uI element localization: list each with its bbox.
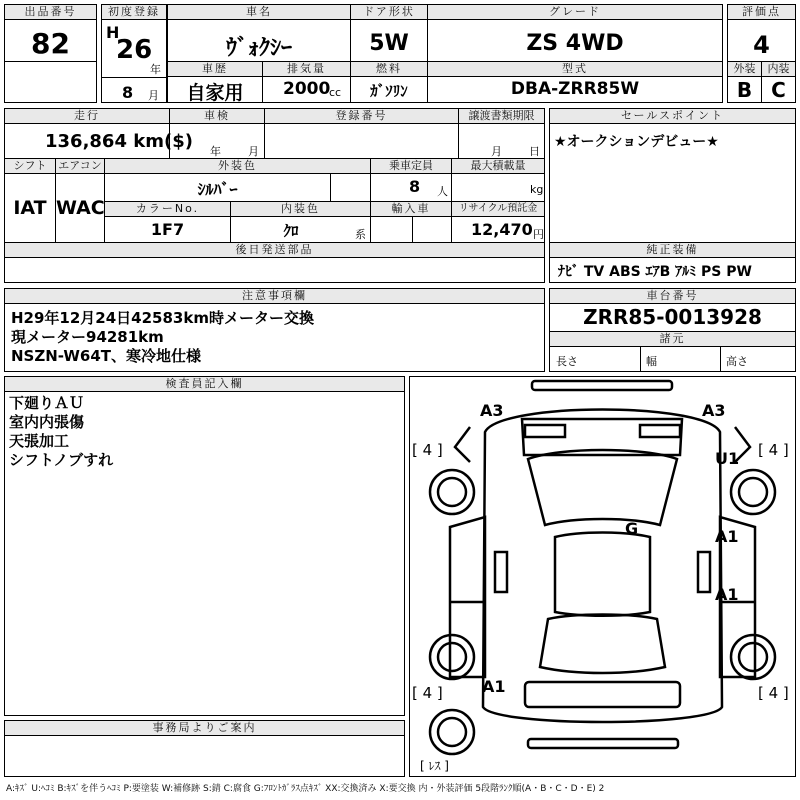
int-grade-box bbox=[761, 61, 796, 103]
inspector-box bbox=[4, 376, 405, 716]
ext-color-label: 外装色 bbox=[105, 159, 370, 173]
fuel: ｶﾞｿﾘﾝ bbox=[370, 82, 408, 100]
door-box bbox=[350, 4, 428, 62]
notes-label: 注意事項欄 bbox=[5, 289, 544, 303]
inspection-month-unit: 月 bbox=[248, 145, 259, 158]
history-box bbox=[167, 61, 263, 103]
capacity: 8 bbox=[409, 177, 421, 196]
inspector-line-2: 室内内張傷 bbox=[9, 413, 85, 431]
tire-front-left: [ 4 ] bbox=[412, 441, 443, 459]
grade: ZS 4WD bbox=[526, 31, 624, 56]
dims-label: 諸元 bbox=[550, 332, 795, 346]
year-unit: 年 bbox=[150, 63, 161, 76]
width-label: 幅 bbox=[646, 355, 657, 368]
ext-grade: B bbox=[736, 78, 753, 102]
sales-point-label: セールスポイント bbox=[550, 109, 795, 123]
car-name-label: 車名 bbox=[168, 5, 350, 19]
color-no: 1F7 bbox=[150, 220, 185, 239]
model-label: 型式 bbox=[428, 62, 722, 76]
ac: WAC bbox=[56, 197, 105, 219]
score: 4 bbox=[753, 31, 770, 59]
recycle-deposit: 12,470 bbox=[471, 220, 533, 239]
mileage-label: 走行 bbox=[5, 109, 169, 123]
chassis-box bbox=[549, 288, 796, 372]
transfer-day-unit: 日 bbox=[529, 145, 540, 158]
capacity-label: 乗車定員 bbox=[371, 159, 451, 173]
genuine-equipment-label: 純正装備 bbox=[550, 243, 795, 257]
capacity-unit: 人 bbox=[437, 185, 448, 198]
history-label: 車歴 bbox=[168, 62, 262, 76]
later-parts-label: 後日発送部品 bbox=[5, 243, 544, 257]
month-unit: 月 bbox=[148, 89, 159, 102]
first-registration-box bbox=[101, 4, 167, 103]
chassis-label: 車台番号 bbox=[550, 289, 795, 303]
tire-rear-left: [ 4 ] bbox=[412, 684, 443, 702]
inspector-line-1: 下廻りＡＵ bbox=[9, 394, 85, 412]
car-outline-icon bbox=[410, 377, 795, 776]
int-color-unit: 系 bbox=[355, 228, 366, 241]
door-type: 5W bbox=[369, 31, 409, 56]
inspection-label: 車検 bbox=[170, 109, 264, 123]
recycle-label: リサイクル預託金 bbox=[452, 202, 544, 216]
transfer-label: 譲渡書類期限 bbox=[459, 109, 544, 123]
import-label: 輸入車 bbox=[371, 202, 451, 216]
lot-number-box bbox=[4, 4, 97, 103]
note-line-3: NSZN-W64T、寒冷地仕様 bbox=[11, 347, 201, 365]
length-label: 長さ bbox=[556, 355, 578, 368]
fuel-box bbox=[350, 61, 428, 103]
car-name: ｳﾞｫｸｼｰ bbox=[225, 36, 292, 61]
notes-box bbox=[4, 288, 545, 372]
score-label: 評価点 bbox=[728, 5, 795, 19]
damage-mark-g: G bbox=[625, 519, 639, 538]
history: 自家用 bbox=[186, 82, 244, 104]
registration-year: 26 bbox=[116, 35, 153, 65]
shift-label: シフト bbox=[5, 159, 55, 173]
car-diagram bbox=[409, 376, 796, 777]
reg-no-label: 登録番号 bbox=[265, 109, 458, 123]
sales-point-box bbox=[549, 108, 796, 283]
lot-number-label: 出品番号 bbox=[5, 5, 96, 19]
damage-mark-a3-right: A3 bbox=[702, 401, 726, 420]
int-grade-label: 内装 bbox=[762, 62, 795, 76]
legend: A:ｷｽﾞ U:ﾍｺﾐ B:ｷｽﾞを伴うﾍｺﾐ P:要塗装 W:補修跡 S:錆 C:腐食 G:ﾌﾛﾝﾄｶﾞﾗｽ点ｷｽﾞ XX:交換済み X:要交換 内・外装評価 5段階ﾗﾝｸ順(A・B・C・D・E) 2 bbox=[6, 784, 605, 794]
sales-point: ★オークションデビュー★ bbox=[554, 134, 719, 150]
displacement-unit: cc bbox=[329, 86, 342, 99]
tire-rear-right: [ 4 ] bbox=[758, 684, 789, 702]
note-line-1: H29年12月24日42583km時メーター交換 bbox=[11, 309, 314, 327]
tire-spare: [ ﾚｽ ] bbox=[420, 759, 449, 773]
shift: IAT bbox=[13, 197, 47, 219]
damage-mark-u1: U1 bbox=[715, 449, 740, 468]
displacement: 2000 bbox=[283, 79, 331, 99]
note-line-2: 現メーター94281km bbox=[11, 328, 164, 346]
genuine-equipment: ﾅﾋﾞ TV ABS ｴｱB ｱﾙﾐ PS PW bbox=[558, 264, 752, 280]
fuel-label: 燃料 bbox=[351, 62, 427, 76]
damage-mark-a1-right-bottom: A1 bbox=[715, 585, 739, 604]
displacement-label: 排気量 bbox=[263, 62, 350, 76]
grade-label: グレード bbox=[428, 5, 722, 19]
office-box bbox=[4, 720, 405, 777]
first-registration-label: 初度登録 bbox=[102, 5, 166, 19]
ext-color: ｼﾙﾊﾞｰ bbox=[197, 180, 238, 199]
damage-mark-a3-left: A3 bbox=[480, 401, 504, 420]
displacement-box bbox=[262, 61, 351, 103]
grade-box bbox=[427, 4, 723, 62]
chassis-number: ZRR85-0013928 bbox=[583, 305, 762, 329]
max-load-unit: kg bbox=[530, 183, 544, 196]
transfer-month-unit: 月 bbox=[491, 145, 502, 158]
int-grade: C bbox=[771, 78, 786, 102]
mileage: 136,864 km($) bbox=[45, 131, 193, 152]
inspection-year-unit: 年 bbox=[210, 145, 221, 158]
era: H bbox=[106, 23, 120, 42]
height-label: 高さ bbox=[726, 355, 748, 368]
damage-mark-a1-right-top: A1 bbox=[715, 527, 739, 546]
ext-grade-label: 外装 bbox=[728, 62, 761, 76]
inspector-line-3: 天張加工 bbox=[9, 432, 70, 450]
recycle-unit: 円 bbox=[533, 228, 544, 241]
model: DBA-ZRR85W bbox=[510, 79, 640, 99]
color-no-label: カラーNo. bbox=[105, 202, 230, 216]
vehicle-info-box bbox=[4, 108, 545, 283]
score-box bbox=[727, 4, 796, 62]
int-color: ｸﾛ bbox=[283, 222, 299, 240]
registration-month: 8 bbox=[122, 83, 134, 102]
inspector-label: 検査員記入欄 bbox=[5, 377, 404, 391]
inspector-line-4: シフトノブすれ bbox=[9, 451, 114, 469]
model-box bbox=[427, 61, 723, 103]
ac-label: エアコン bbox=[56, 159, 104, 173]
office-label: 事務局よりご案内 bbox=[5, 721, 404, 735]
car-name-box bbox=[167, 4, 351, 62]
damage-mark-a1-left: A1 bbox=[482, 677, 506, 696]
lot-number: 82 bbox=[31, 27, 70, 60]
int-color-label: 内装色 bbox=[231, 202, 370, 216]
max-load-label: 最大積載量 bbox=[452, 159, 544, 173]
door-label: ドア形状 bbox=[351, 5, 427, 19]
tire-front-right: [ 4 ] bbox=[758, 441, 789, 459]
ext-grade-box bbox=[727, 61, 762, 103]
